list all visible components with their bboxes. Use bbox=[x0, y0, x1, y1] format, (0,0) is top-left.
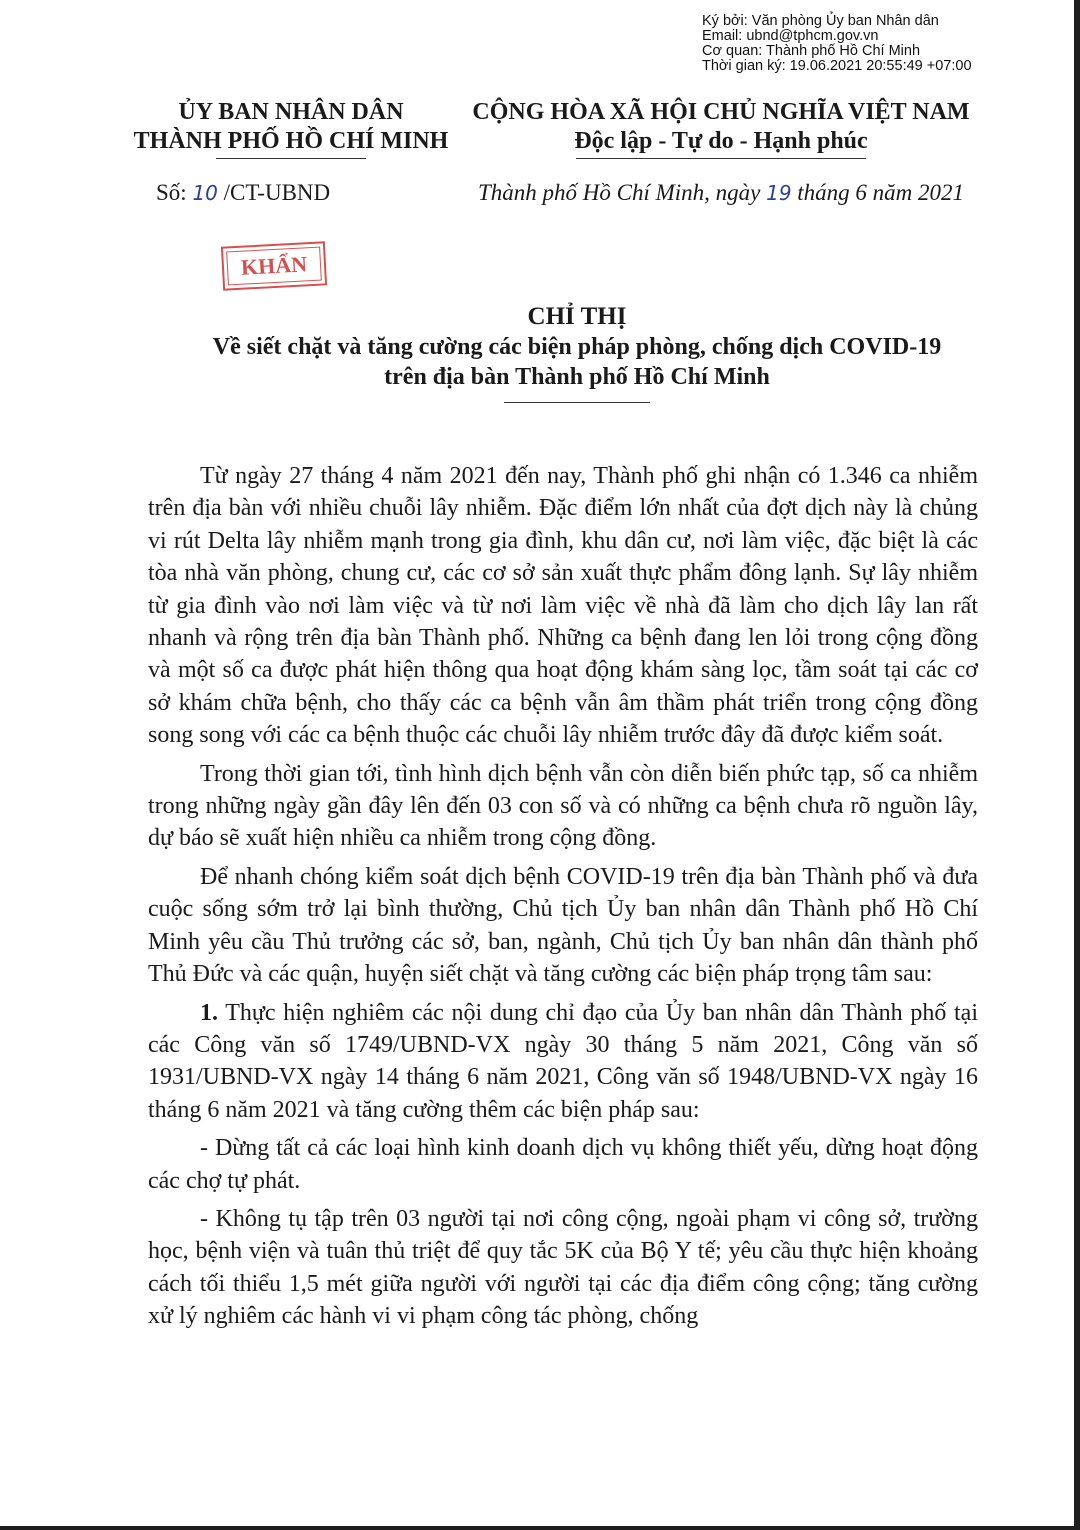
signing-time: Thời gian ký: 19.06.2021 20:55:49 +07:00 bbox=[702, 58, 972, 74]
paragraph: - Không tụ tập trên 03 người tại nơi công cộng, ngoài phạm vi công sở, trường học, bệnh viện và tuân thủ triệt để quy tắc 5K của Bộ Y tế; yêu cầu thực hiện khoảng cách tối thiểu 1,5 mét giữa người với người tại các địa điểm công cộng; tăng cường xử lý nghiêm các hành vi vi phạm công tác phòng, chống bbox=[148, 1205, 978, 1330]
digital-signature-stamp bbox=[702, 14, 972, 74]
document-title bbox=[80, 302, 1074, 403]
handwritten-number: 10 bbox=[192, 181, 218, 205]
paragraph: Từ ngày 27 tháng 4 năm 2021 đến nay, Thành phố ghi nhận có 1.346 ca nhiễm trên địa bàn với nhiều chuỗi lây nhiễm. Đặc điểm lớn nhất của đợt dịch này là chủng vi rút Delta lây nhiễm mạnh trong gia đình, khu dân cư, nơi làm việc, đặc biệt là các tòa nhà văn phòng, chung cư, các cơ sở sản xuất thực phẩm đông lạnh. Sự lây nhiễm từ gia đình vào nơi làm việc và từ nơi làm việc về nhà đã làm cho dịch lây lan rất nhanh và rộng trên địa bàn Thành phố. Những ca bệnh đang len lỏi trong cộng đồng và một số ca được phát hiện thông qua hoạt động khám sàng lọc, tầm soát tại các cơ sở khám chữa bệnh, cho thấy các ca bệnh vẫn âm thầm phát triển trong cộng đồng song song với các ca bệnh thuộc các chuỗi lây nhiễm trước đây đã được kiểm soát. bbox=[148, 463, 978, 749]
signed-by: Ký bởi: Văn phòng Ủy ban Nhân dân bbox=[702, 13, 939, 29]
title-underline bbox=[504, 402, 650, 403]
paragraph: Trong thời gian tới, tình hình dịch bệnh vẫn còn diễn biến phức tạp, số ca nhiễm trong những ngày gần đây lên đến 03 con số và có những ca bệnh chưa rõ nguồn lây, dự báo sẽ xuất hiện nhiều ca nhiễm trong cộng đồng. bbox=[148, 760, 978, 852]
country-name: CỘNG HÒA XÃ HỘI CHỦ NGHĨA VIỆT NAM bbox=[472, 99, 970, 125]
paragraph: - Dừng tất cả các loại hình kinh doanh dịch vụ không thiết yếu, dừng hoạt động các chợ tự phát. bbox=[148, 1135, 978, 1194]
handwritten-day: 19 bbox=[766, 181, 792, 205]
authority-underline bbox=[216, 158, 366, 159]
national-motto bbox=[448, 98, 994, 159]
motto-underline bbox=[576, 158, 866, 159]
title-heading: CHỈ THỊ bbox=[527, 303, 627, 330]
title-subtitle-1: Về siết chặt và tăng cường các biện pháp phòng, chống dịch COVID-19 bbox=[212, 334, 942, 360]
paragraph-item-1: 1. Thực hiện nghiêm các nội dung chỉ đạo của Ủy ban nhân dân Thành phố tại các Công văn số 1749/UBND-VX ngày 30 tháng 5 năm 2021, Công văn số 1931/UBND-VX ngày 14 tháng 6 năm 2021, Công văn số 1948/UBND-VX ngày 16 tháng 6 năm 2021 và tăng cường thêm các biện pháp sau: bbox=[148, 999, 978, 1123]
authority-line-1: ỦY BAN NHÂN DÂN bbox=[178, 99, 404, 125]
signer-email: Email: ubnd@tphcm.gov.vn bbox=[702, 28, 879, 44]
document-number: Số: 10 /CT-UBND bbox=[156, 180, 331, 205]
motto: Độc lập - Tự do - Hạnh phúc bbox=[574, 128, 868, 154]
authority-line-2: THÀNH PHỐ HỒ CHÍ MINH bbox=[133, 128, 449, 154]
document-date: Thành phố Hồ Chí Minh, ngày 19 tháng 6 năm 2021 bbox=[477, 180, 965, 205]
signer-agency: Cơ quan: Thành phố Hồ Chí Minh bbox=[702, 43, 921, 59]
urgent-stamp: KHẨN bbox=[221, 241, 327, 290]
issuing-authority bbox=[118, 98, 464, 159]
document-body bbox=[148, 460, 978, 1333]
title-subtitle-2: trên địa bàn Thành phố Hồ Chí Minh bbox=[384, 364, 770, 390]
item-number: 1. bbox=[200, 999, 218, 1026]
paragraph: Để nhanh chóng kiểm soát dịch bệnh COVID-19 trên địa bàn Thành phố và đưa cuộc sống sớm trở lại bình thường, Chủ tịch Ủy ban nhân dân Thành phố Hồ Chí Minh yêu cầu Thủ trưởng các sở, ban, ngành, Chủ tịch Ủy ban nhân dân thành phố Thủ Đức và các quận, huyện siết chặt và tăng cường các biện pháp trọng tâm sau: bbox=[148, 863, 978, 988]
